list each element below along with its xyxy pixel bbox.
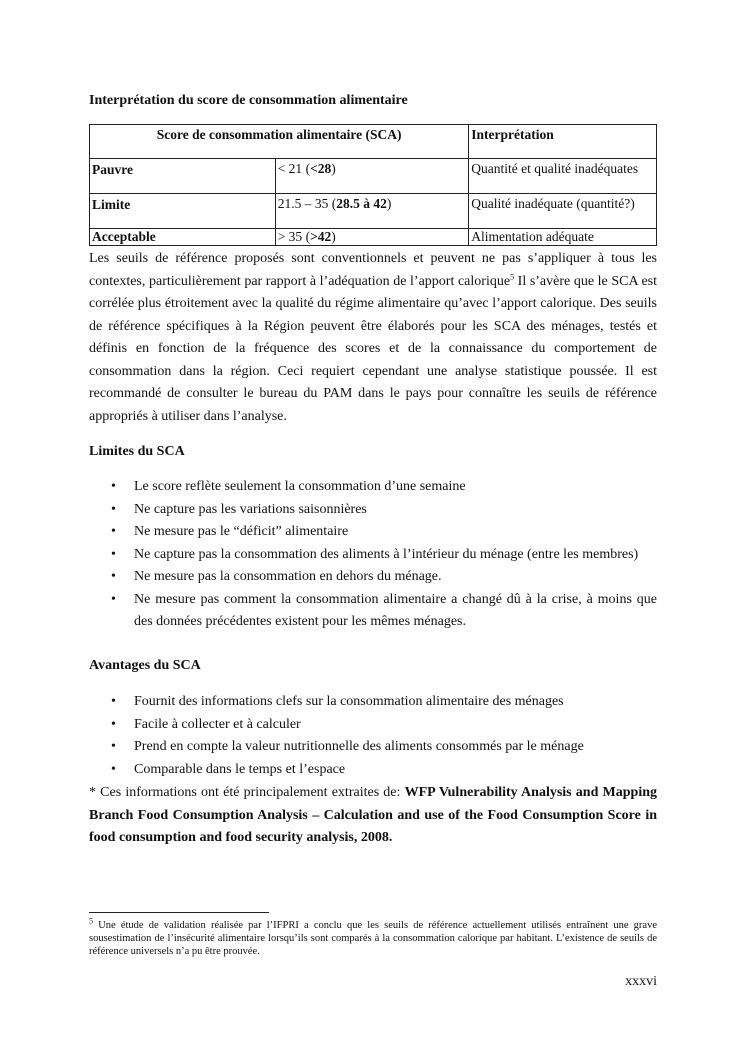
- list-item: • Comparable dans le temps et l’espace: [89, 759, 657, 782]
- row-range-bold: <28: [310, 161, 332, 176]
- list-item: • Ne mesure pas le “déficit” alimentaire: [89, 521, 657, 544]
- row-range: < 21 (<28): [275, 159, 469, 194]
- row-label: Limite: [92, 197, 131, 212]
- sca-interpretation-table: [89, 124, 657, 246]
- list-item: • Ne capture pas la consommation des aliments à l’intérieur du ménage (entre les membres): [89, 544, 657, 567]
- row-range: 21.5 – 35 (28.5 à 42): [275, 194, 469, 229]
- list-item: • Prend en compte la valeur nutritionnelle des aliments consommés par le ménage: [89, 736, 657, 759]
- row-label: Pauvre: [92, 162, 133, 177]
- list-item: • Fournit des informations clefs sur la consommation alimentaire des ménages: [89, 691, 657, 714]
- row-range-bold: 28.5 à 42: [336, 196, 387, 211]
- source-citation: * Ces informations ont été principalement extraites de: WFP Vulnerability Analysis and Mapping Branch Food Consumption Analysis – Calculation and use of the Food Consumption Score in food consumption and food security analysis, 2008.: [89, 785, 657, 845]
- table-row: [90, 159, 657, 194]
- page-number: xxxvi: [625, 974, 657, 989]
- row-label: Acceptable: [92, 229, 156, 244]
- table-row: [90, 229, 657, 246]
- source-citation-bold: WFP Vulnerability Analysis and Mapping Branch Food Consumption Analysis – Calculation and use of the Food Consumption Score in food consumption and food security analysis, 2008.: [89, 785, 657, 845]
- table-header-row: [90, 125, 657, 159]
- list-item: • Ne mesure pas la consommation en dehors du ménage.: [89, 566, 657, 589]
- advantages-title: Avantages du SCA: [89, 658, 201, 673]
- table-header-score: Score de consommation alimentaire (SCA): [90, 125, 469, 159]
- section-title: Interprétation du score de consommation alimentaire: [89, 93, 408, 108]
- footnote-ref[interactable]: 5: [510, 271, 515, 281]
- footnote: $^5$ Une étude de validation réalisée par l’IFPRI a conclu que les seuils de référence actuellement utilisés entraînent une grave sousestimation de l’insécurité alimentaire lorsqu’ils sont comparés à la consommation calorique par habitant. L’existence de seuils de référence universels n’a pu être prouvée.: [89, 916, 657, 957]
- limits-title: Limites du SCA: [89, 444, 185, 459]
- list-item: • Ne capture pas les variations saisonnières: [89, 499, 657, 522]
- list-item: • Le score reflète seulement la consommation d’une semaine: [89, 476, 657, 499]
- list-item: • Ne mesure pas comment la consommation alimentaire a changé dû à la crise, à moins que des données précédentes existent pour les mêmes ménages.: [89, 589, 657, 634]
- table-header-interpretation: Interprétation: [469, 125, 657, 159]
- footnote-divider: [89, 912, 269, 913]
- thresholds-paragraph: Les seuils de référence proposés sont conventionnels et peuvent ne pas s’appliquer à tous les contextes, particulièrement par rapport à l’adéquation de l’apport calorique$^5$ Il s’avère que le SCA est corrélée plus étroitement avec la qualité du régime alimentaire qu’avec l’apport calorique. Des seuils de référence spécifiques à la Région peuvent être élaborés pour les SCA des ménages, testés et définis en fonction de la fréquence des scores et de la connaissance du comportement de consommation dans la région. Ceci requiert cependant une analyse statistique poussée. Il est recommandé de consulter le bureau du PAM dans le pays pour connaître les seuils de référence appropriés à utiliser dans l’analyse.: [89, 251, 657, 424]
- row-interpretation: Alimentation adéquate: [469, 229, 657, 246]
- table-row: [90, 194, 657, 229]
- row-range-bold: >42: [310, 229, 332, 244]
- row-interpretation: Quantité et qualité inadéquates: [469, 159, 657, 194]
- limits-list: [89, 476, 657, 634]
- list-item: • Facile à collecter et à calculer: [89, 714, 657, 737]
- row-range: > 35 (>42): [275, 229, 469, 246]
- row-interpretation: Qualité inadéquate (quantité?): [469, 194, 657, 229]
- advantages-list: [89, 691, 657, 781]
- footnote-number: 5: [89, 916, 93, 926]
